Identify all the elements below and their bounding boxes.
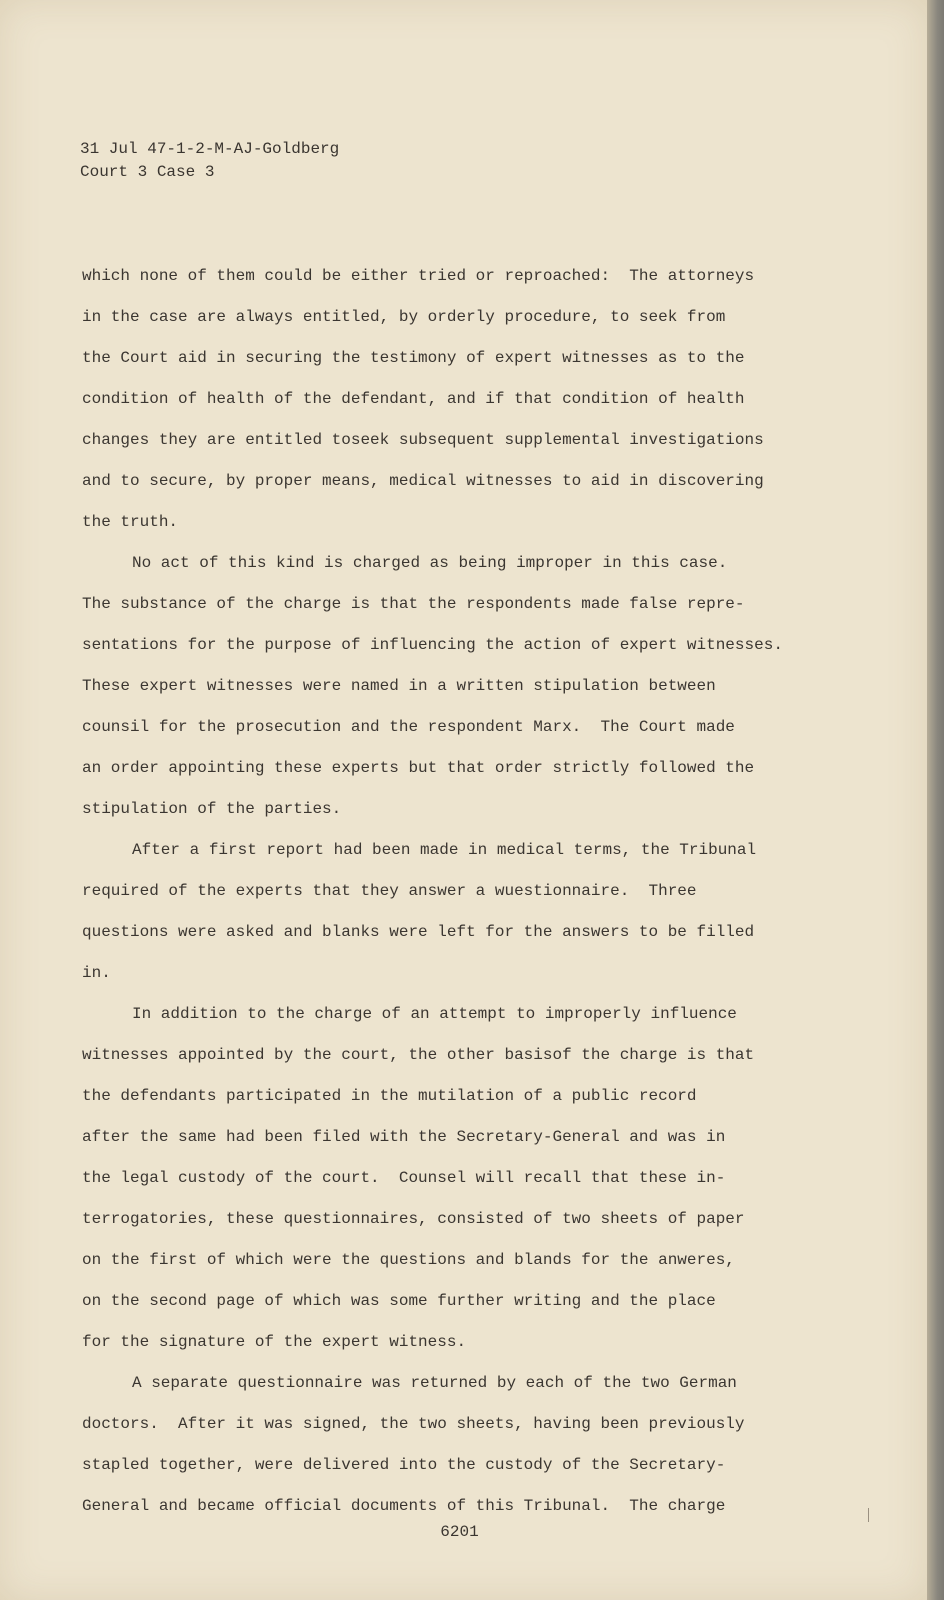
text-line: terrogatories, these questionnaires, consisted of two sheets of paper (82, 1210, 745, 1228)
text-line: the truth. (82, 513, 179, 531)
text-line: on the first of which were the questions and blands for the anweres, (82, 1251, 735, 1269)
text-line: in. (82, 964, 111, 982)
text-line: an order appointing these experts but that order strictly followed the (82, 759, 755, 777)
text-line: After a first report had been made in medical terms, the Tribunal (132, 841, 757, 859)
document-header (80, 138, 339, 184)
text-line: required of the experts that they answer a wuestionnaire. Three (82, 882, 697, 900)
paragraph-2 (82, 543, 842, 830)
text-line: which none of them could be either tried or reproached: The attorneys (82, 267, 755, 285)
text-line: condition of health of the defendant, and if that condition of health (82, 390, 745, 408)
stray-pencil-mark (868, 1508, 869, 1522)
text-line: questions were asked and blanks were left for the answers to be filled (82, 923, 755, 941)
text-line: The substance of the charge is that the respondents made false repre- (82, 595, 745, 613)
text-line: changes they are entitled toseek subsequent supplemental investigations (82, 431, 764, 449)
page-number-text: 6201 (440, 1523, 479, 1541)
text-line: on the second page of which was some further writing and the place (82, 1292, 716, 1310)
header-session-line: 31 Jul 47-1-2-M-AJ-Goldberg (80, 140, 340, 158)
text-line: the defendants participated in the mutilation of a public record (82, 1087, 697, 1105)
text-line: the legal custody of the court. Counsel will recall that these in- (82, 1169, 726, 1187)
text-line: In addition to the charge of an attempt to improperly influence (132, 1005, 737, 1023)
text-line: for the signature of the expert witness. (82, 1333, 467, 1351)
text-line: No act of this kind is charged as being improper in this case. (132, 554, 728, 572)
paragraph-5 (82, 1363, 842, 1527)
paragraph-4 (82, 994, 842, 1363)
text-line: doctors. After it was signed, the two sheets, having been previously (82, 1415, 745, 1433)
text-line: witnesses appointed by the court, the other basisof the charge is that (82, 1046, 755, 1064)
text-line: These expert witnesses were named in a written stipulation between (82, 677, 716, 695)
text-line: A separate questionnaire was returned by each of the two German (132, 1374, 737, 1392)
page-number (0, 1523, 927, 1541)
scan-edge-shadow (927, 0, 944, 1600)
text-line: sentations for the purpose of influencing the action of expert witnesses. (82, 636, 783, 654)
text-line: stipulation of the parties. (82, 800, 342, 818)
paragraph-3 (82, 830, 842, 994)
text-line: and to secure, by proper means, medical witnesses to aid in discovering (82, 472, 764, 490)
text-line: counsil for the prosecution and the respondent Marx. The Court made (82, 718, 735, 736)
header-court-line: Court 3 Case 3 (80, 163, 215, 181)
text-line: stapled together, were delivered into the custody of the Secretary- (82, 1456, 726, 1474)
text-line: General and became official documents of this Tribunal. The charge (82, 1497, 726, 1515)
text-line: the Court aid in securing the testimony of expert witnesses as to the (82, 349, 745, 367)
document-body (82, 256, 842, 1527)
paragraph-1 (82, 256, 842, 543)
text-line: after the same had been filed with the Secretary-General and was in (82, 1128, 726, 1146)
text-line: in the case are always entitled, by orderly procedure, to seek from (82, 308, 726, 326)
